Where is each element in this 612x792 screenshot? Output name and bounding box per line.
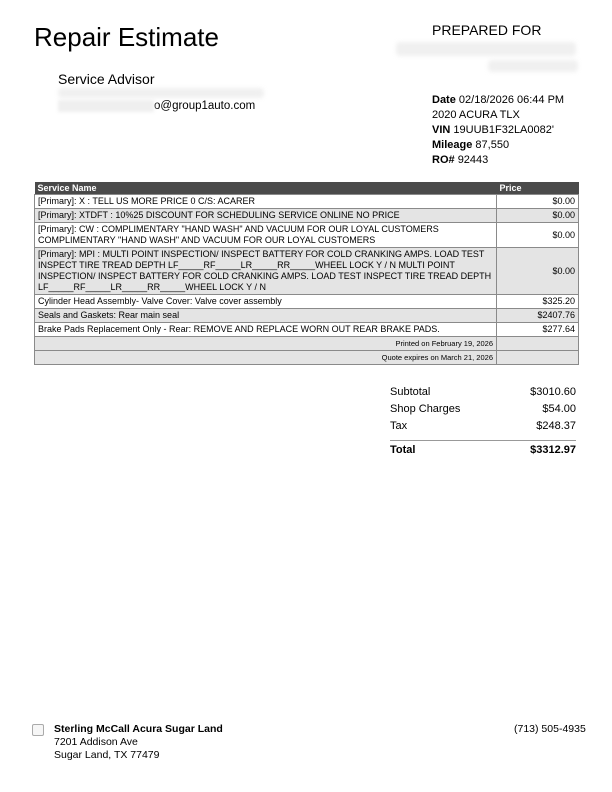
redacted-email-prefix [58, 100, 154, 112]
price-cell: $0.00 [497, 223, 579, 248]
price-cell: $2407.76 [497, 309, 579, 323]
table-row [35, 223, 579, 248]
redacted-customer-name [396, 42, 576, 56]
services-header-row [35, 182, 579, 195]
mileage-line: Mileage 87,550 [432, 139, 510, 151]
service-name-header: Service Name [35, 182, 497, 195]
mileage-value: 87,550 [475, 139, 510, 151]
printed-on-row [35, 337, 579, 351]
price-cell: $325.20 [497, 295, 579, 309]
advisor-email-suffix: o@group1auto.com [154, 100, 256, 113]
service-name-cell: [Primary]: X : TELL US MORE PRICE 0 C/S: ACARER [35, 195, 497, 209]
service-advisor-label: Service Advisor [58, 71, 155, 87]
vehicle-model: 2020 ACURA TLX [432, 109, 520, 121]
quote-expires-row [35, 351, 579, 365]
vin-value: 19UUB1F32LA0082' [453, 124, 554, 136]
subtotal-label: Subtotal [390, 386, 431, 398]
redacted-customer-detail [488, 60, 578, 72]
service-name-cell: Brake Pads Replacement Only - Rear: REMOVE AND REPLACE WORN OUT REAR BRAKE PADS. [35, 323, 497, 337]
redacted-advisor-name [58, 88, 264, 98]
table-row [35, 295, 579, 309]
subtotal-row [390, 386, 576, 403]
services-table [34, 182, 579, 365]
total-row [390, 440, 576, 457]
shop-charges-value: $54.00 [542, 403, 576, 415]
dealer-logo-icon [32, 724, 44, 736]
printed-on-text: Printed on February 19, 2026 [35, 337, 497, 351]
service-name-cell: [Primary]: MPI : MULTI POINT INSPECTION/ INSPECT BATTERY FOR COLD CRANKING AMPS. LOAD TEST INSPECT TIRE TREAD DEPTH LF_____RF_____LR_____RR_____WHEEL LOCK Y / N MULTI POINT INSPECTION/ INSPECT BATTERY FOR COLD CRANKING AMPS. LOAD TEST INSPECT TIRE TREAD DEPTH LF_____RF_____LR_____RR_____WHEEL LOCK Y / N [35, 248, 497, 295]
service-name-cell: [Primary]: CW : COMPLIMENTARY "HAND WASH" AND VACUUM FOR OUR LOYAL CUSTOMERS COMPLIMENTARY "HAND WASH" AND VACUUM FOR OUR LOYAL CUSTOMERS [35, 223, 497, 248]
service-name-cell: Seals and Gaskets: Rear main seal [35, 309, 497, 323]
tax-value: $248.37 [536, 420, 576, 432]
prepared-for-label: PREPARED FOR [432, 22, 542, 38]
table-row [35, 248, 579, 295]
price-cell: $277.64 [497, 323, 579, 337]
service-name-cell: Cylinder Head Assembly- Valve Cover: Valve cover assembly [35, 295, 497, 309]
service-name-cell: [Primary]: XTDFT : 10%25 DISCOUNT FOR SCHEDULING SERVICE ONLINE NO PRICE [35, 209, 497, 223]
address-line-2: Sugar Land, TX 77479 [54, 749, 160, 761]
date-value: 02/18/2026 06:44 PM [458, 94, 565, 106]
ro-line: RO# 92443 [432, 154, 489, 166]
subtotal-value: $3010.60 [530, 386, 576, 398]
price-cell: $0.00 [497, 209, 579, 223]
dealer-address [54, 723, 223, 762]
table-row [35, 209, 579, 223]
quote-expires-text: Quote expires on March 21, 2026 [35, 351, 497, 365]
address-line-1: 7201 Addison Ave [54, 736, 138, 748]
vehicle-info [432, 93, 564, 168]
printed-on-blank [497, 337, 579, 351]
price-cell: $0.00 [497, 195, 579, 209]
price-header: Price [497, 182, 579, 195]
quote-expires-blank [497, 351, 579, 365]
price-cell: $0.00 [497, 248, 579, 295]
table-row [35, 195, 579, 209]
ro-value: 92443 [457, 154, 489, 166]
total-label: Total [390, 444, 416, 456]
dealer-phone: (713) 505-4935 [514, 723, 586, 735]
table-row [35, 309, 579, 323]
page-title: Repair Estimate [34, 22, 219, 52]
table-row [35, 323, 579, 337]
tax-label: Tax [390, 420, 408, 432]
vin-line: VIN 19UUB1F32LA0082' [432, 124, 554, 136]
shop-charges-label: Shop Charges [390, 403, 461, 415]
shop-charges-row [390, 403, 576, 420]
totals-summary [390, 386, 576, 457]
tax-row [390, 420, 576, 437]
dealer-name: Sterling McCall Acura Sugar Land [54, 723, 223, 735]
advisor-email [58, 100, 255, 112]
total-value: $3312.97 [530, 444, 576, 456]
date-line: Date 02/18/2026 06:44 PM [432, 94, 565, 106]
